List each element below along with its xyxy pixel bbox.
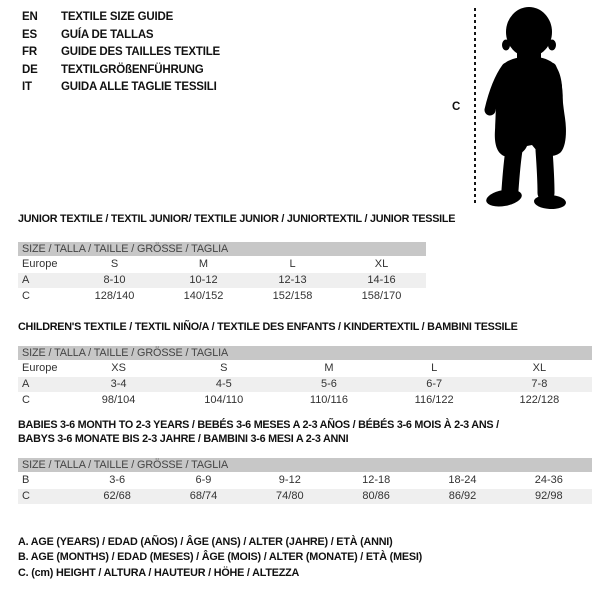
table-title-line: CHILDREN'S TEXTILE / TEXTIL NIÑO/A / TEXTILE DES ENFANTS / KINDERTEXTIL / BAMBINI TESSILE [18,321,518,333]
size-cell: 152/158 [272,290,313,302]
size-cell: XL [532,362,547,374]
table-row [18,377,592,392]
size-cell: S [220,362,228,374]
size-cell: 5-6 [276,377,381,392]
babies-size-table [18,457,592,505]
size-cell: 158/170 [361,290,402,302]
babies-textile-title [18,419,594,447]
language-row [22,9,220,27]
guide-title: GUIDA ALLE TAGLIE TESSILI [61,81,217,94]
table-row [18,361,592,376]
size-cell: 62/68 [74,489,160,504]
table-row [18,289,426,304]
table-row [18,473,592,488]
size-cell: 92/98 [506,489,592,504]
row-label: A [18,273,70,288]
language-row [22,44,220,62]
language-code: DE [22,63,38,76]
table-row [18,257,426,272]
size-cell: 104/110 [204,394,244,406]
size-cell: 140/152 [183,290,224,302]
size-cell: 116/122 [414,394,454,406]
size-cell: 80/86 [333,489,419,504]
size-cell: 6-7 [382,377,487,392]
childrens-size-table [18,345,592,409]
language-code: FR [22,46,37,59]
size-cell: 3-4 [66,377,171,392]
size-cell: M [198,258,209,270]
note-line: C. (cm) HEIGHT / ALTURA / HAUTEUR / HÖHE / ALTEZZA [18,566,300,579]
height-measure-figure [448,0,600,215]
language-header [22,9,220,97]
size-table [18,241,426,305]
size-table [18,345,592,409]
language-row [22,62,220,80]
size-cell: 7-8 [487,377,592,392]
size-cell: 122/128 [519,394,560,406]
toddler-silhouette-icon [470,0,600,215]
guide-title: TEXTILE SIZE GUIDE [61,11,174,23]
guide-title: GUÍA DE TALLAS [61,28,154,41]
language-code: ES [22,28,37,41]
height-measure-label: C [452,101,461,113]
language-row [22,79,220,97]
size-table [18,457,592,505]
table-row [18,489,592,504]
table-title-line: JUNIOR TEXTILE / TEXTIL JUNIOR/ TEXTILE JUNIOR / JUNIORTEXTIL / JUNIOR TESSILE [18,213,456,225]
table-row [18,393,592,408]
language-code: IT [22,81,32,94]
row-label: C [22,290,30,302]
row-label: Europe [22,362,58,374]
size-cell: 98/104 [101,394,136,406]
size-cell: 110/116 [309,394,349,406]
table-title-line: BABIES 3-6 MONTH TO 2-3 YEARS / BEBÉS 3-6 MESES A 2-3 AÑOS / BÉBÉS 3-6 MOIS À 2-3 ANS / [18,419,499,431]
table-row [18,273,426,288]
size-cell: 68/74 [160,489,246,504]
size-cell: 4-5 [171,377,276,392]
size-cell: 6-9 [195,474,212,486]
size-cell: 9-12 [278,474,301,486]
size-cell: 14-16 [337,273,426,288]
size-cell: M [324,362,334,374]
row-label: B [22,474,30,486]
junior-textile-title [18,213,594,227]
row-label: Europe [22,258,58,270]
language-code: EN [22,11,38,23]
size-cell: S [110,258,119,270]
size-cell: 8-10 [70,273,159,288]
size-cell: 128/140 [94,290,135,302]
size-cell: 10-12 [159,273,248,288]
size-cell: 74/80 [247,489,333,504]
note-line: B. AGE (MONTHS) / EDAD (MESES) / ÂGE (MOIS) / ALTER (MONATE) / ETÀ (MESI) [18,551,423,564]
row-label: C [22,394,30,406]
size-header-bar: SIZE / TALLA / TAILLE / GRÖSSE / TAGLIA [18,458,592,472]
childrens-textile-title [18,321,594,335]
row-label: C [18,489,74,504]
size-cell: 12-18 [362,474,391,486]
language-row [22,27,220,45]
size-cell: L [431,362,438,374]
size-cell: XL [374,258,389,270]
size-cell: 86/92 [419,489,505,504]
size-cell: L [289,258,296,270]
note-line: A. AGE (YEARS) / EDAD (AÑOS) / ÂGE (ANS) / ALTER (JAHRE) / ETÀ (ANNI) [18,536,393,548]
size-cell: 24-36 [534,474,563,486]
size-cell: 12-13 [248,273,337,288]
table-title-line: BABYS 3-6 MONATE BIS 2-3 JAHRE / BAMBINI 3-6 MESI A 2-3 ANNI [18,432,349,445]
junior-size-table [18,241,426,305]
size-header-bar: SIZE / TALLA / TAILLE / GRÖSSE / TAGLIA [18,242,426,256]
size-cell: 3-6 [109,474,126,486]
size-header-bar: SIZE / TALLA / TAILLE / GRÖSSE / TAGLIA [18,346,592,360]
guide-title: GUIDE DES TAILLES TEXTILE [61,46,220,59]
size-cell: 18-24 [448,474,477,486]
guide-title: TEXTILGRÖßENFÜHRUNG [61,63,204,76]
legend-notes [18,535,422,581]
row-label: A [18,377,66,392]
size-cell: XS [111,362,126,374]
